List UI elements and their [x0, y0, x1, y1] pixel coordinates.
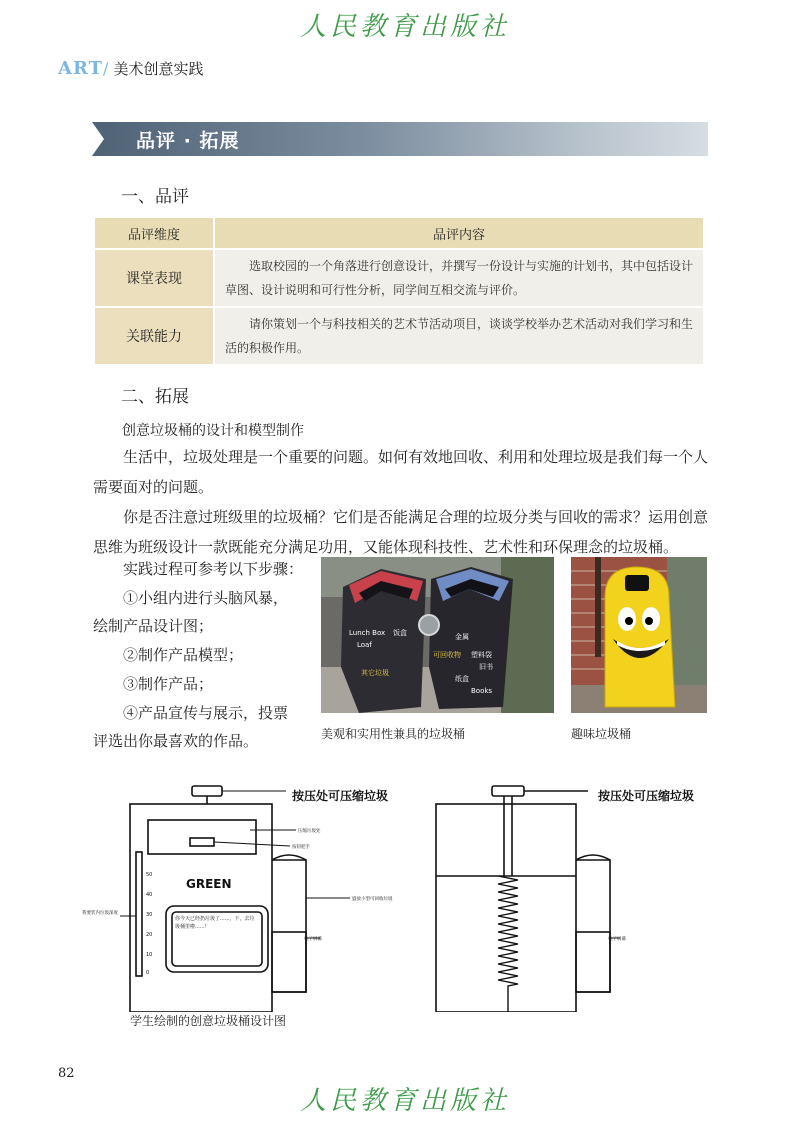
step-item: 绘制产品设计图； [93, 617, 214, 636]
smiley-bin-illustration [571, 557, 707, 713]
bin-label: 可回收物 [433, 651, 461, 659]
table-cell-content: 请你策划一个与科技相关的艺术节活动项目，谈谈学校举办艺术活动对我们学习和生活的积极作用。 [214, 307, 704, 365]
photo-caption: 趣味垃圾桶 [571, 727, 632, 741]
header-slash: / [103, 59, 109, 78]
table-header-dimension: 品评维度 [94, 217, 214, 249]
section-banner [92, 122, 708, 156]
table-header-row [94, 217, 704, 249]
table-header-content: 品评内容 [214, 217, 704, 249]
step-item: ①小组内进行头脑风暴， [123, 588, 289, 607]
banner-notch [92, 122, 104, 156]
publisher-logo-bottom: 人民教育出版社 [300, 1086, 511, 1116]
banner-title: 品评 · 拓展 [136, 130, 240, 152]
steps-intro: 实践过程可参考以下步骤： [123, 560, 304, 578]
sketch-annotation: 电子屏幕 [304, 937, 322, 942]
bin-label: 金属 [455, 633, 469, 641]
table-cell-content: 选取校园的一个角落进行创意设计，并撰写一份设计与实施的计划书，其中包括设计草图、设计说明和可行性分析，同学间互相交流与评价。 [214, 249, 704, 307]
green-label: GREEN [186, 877, 232, 891]
photo-recycling-bins [321, 557, 554, 713]
press-label: 按压处可压缩垃圾 [598, 789, 695, 803]
bin-label: 旧书 [479, 663, 493, 671]
art-label: ART [58, 58, 104, 79]
step-item: ④产品宣传与展示，投票 [123, 703, 289, 722]
table-row [94, 249, 704, 307]
design-sketch [80, 780, 720, 1012]
section-title-evaluation: 一、品评 [121, 187, 189, 207]
bin-label: 纸盒 [455, 675, 469, 683]
sketch-annotation: 我要装内垃圾深度 [82, 911, 118, 916]
sketch-annotation: 盛放小型可回收垃圾 [352, 897, 393, 902]
scale-tick: 30 [146, 912, 153, 918]
photo-caption: 美观和实用性兼具的垃圾桶 [321, 727, 466, 741]
scale-tick: 40 [146, 892, 153, 898]
table-cell-dimension: 课堂表现 [94, 249, 214, 307]
sketch-annotation: 按钮把手 [292, 845, 310, 850]
scale-tick: 0 [146, 970, 150, 976]
step-item: 评选出你最喜欢的作品。 [93, 732, 259, 751]
steps-list [93, 555, 308, 756]
table-cell-dimension: 关联能力 [94, 307, 214, 365]
paragraph: 生活中，垃圾处理是一个重要的问题。如何有效地回收、利用和处理垃圾是我们每一个人需要面对的问题。 [93, 448, 709, 496]
scale-tick: 10 [146, 952, 153, 958]
sketch-annotation: 电子屏幕 [608, 937, 626, 942]
bin-label: Books [471, 687, 493, 695]
recycling-bins-illustration [321, 557, 554, 713]
section-title-extension: 二、拓展 [121, 387, 189, 407]
photo-fun-trash-can [571, 557, 707, 713]
bin-design-drawing [80, 780, 720, 1012]
press-label: 按压处可压缩垃圾 [292, 789, 389, 803]
step-item: ②制作产品模型； [123, 646, 244, 665]
publisher-logo-top: 人民教育出版社 [300, 12, 511, 42]
sketch-caption: 学生绘制的创意垃圾桶设计图 [130, 1014, 287, 1028]
bin-label: 其它垃圾 [361, 669, 389, 677]
screen-text: 你今天已经扔垃圾了......，下，去垃圾桶里啦......！ [175, 916, 255, 930]
table-row [94, 307, 704, 365]
paragraph: 你是否注意过班级里的垃圾桶？它们是否能满足合理的垃圾分类与回收的需求？运用创意思维为班级设计一款既能充分满足功用，又能体现科技性、艺术性和环保理念的垃圾桶。 [93, 508, 709, 556]
step-item: ③制作产品； [123, 674, 214, 693]
project-title: 创意垃圾桶的设计和模型制作 [122, 423, 304, 439]
bin-label: Loaf [357, 641, 372, 649]
bin-label: 塑料袋 [471, 651, 492, 659]
evaluation-table [93, 216, 705, 366]
scale-tick: 20 [146, 932, 153, 938]
bin-label: 饭盒 [393, 629, 407, 637]
book-subtitle: 美术创意实践 [113, 60, 204, 78]
bin-label: Lunch Box [349, 629, 386, 637]
page-number: 82 [58, 1066, 75, 1081]
page-header [58, 58, 204, 79]
scale-tick: 50 [146, 872, 153, 878]
sketch-annotation: 压缩垃圾处 [298, 829, 321, 834]
